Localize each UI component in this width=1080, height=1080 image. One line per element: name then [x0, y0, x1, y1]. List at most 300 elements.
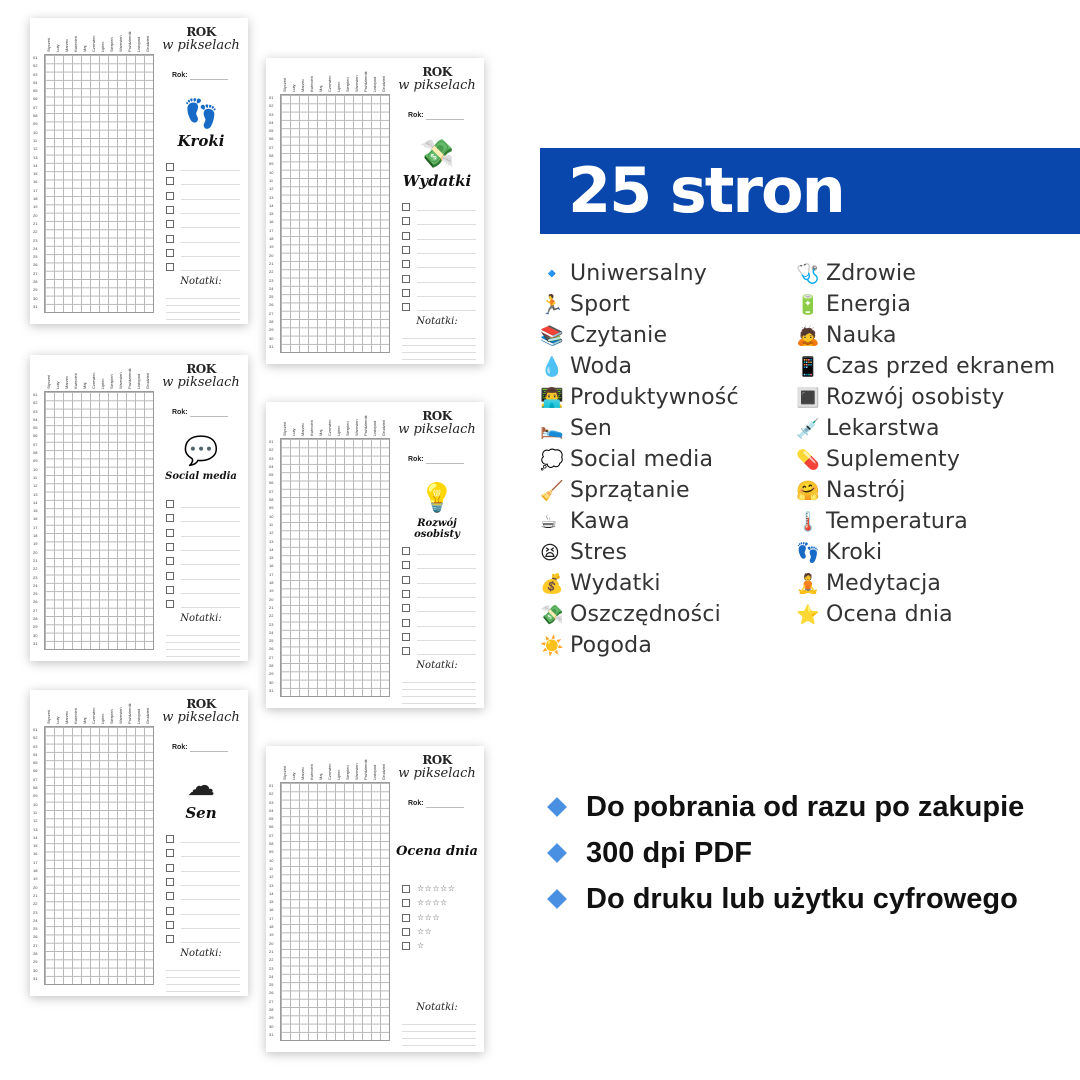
page-preview-wydatki [266, 58, 484, 364]
checkbox-row [166, 526, 240, 540]
diamond-icon [547, 889, 567, 909]
writing-line [417, 246, 476, 254]
day-label: 22 [33, 901, 38, 907]
day-numbers [33, 54, 43, 311]
checkbox-list [166, 497, 240, 611]
day-label: 02 [33, 400, 38, 406]
notes-line [166, 299, 240, 306]
tracker-item [540, 289, 739, 320]
checkbox-row [166, 246, 240, 260]
tracker-label: Produktywność [570, 385, 739, 410]
day-label: 19 [269, 932, 274, 938]
tracker-icon: 🛌 [540, 417, 564, 440]
month-label: Styczeń [46, 37, 51, 52]
pixel-grid [44, 726, 154, 985]
tracker-item [540, 320, 739, 351]
day-label: 07 [269, 488, 274, 494]
tracker-label: Sport [570, 292, 631, 317]
writing-line [181, 849, 240, 857]
notes-label: Notatki: [416, 660, 458, 671]
tracker-label: Zdrowie [826, 261, 917, 286]
title-line1: ROK [422, 753, 452, 767]
day-label: 31 [269, 1031, 274, 1037]
writing-line [417, 647, 476, 655]
rating-row [402, 939, 476, 953]
tracker-icon: 🌡️ [796, 510, 820, 533]
writing-line [181, 235, 240, 243]
notes-line [402, 690, 476, 697]
notes-line [166, 292, 240, 299]
day-label: 08 [33, 113, 38, 119]
tracker-item [540, 630, 739, 661]
tracker-label: Uniwersalny [570, 261, 707, 286]
tracker-icon: ⭐ [796, 603, 820, 626]
day-label: 14 [269, 202, 274, 208]
checkbox-row [166, 231, 240, 245]
tracker-icon: 💭 [540, 448, 564, 471]
day-label: 20 [269, 596, 274, 602]
writing-line [181, 935, 240, 943]
day-label: 14 [33, 834, 38, 840]
month-label: Czerwiec [327, 419, 332, 436]
writing-line [181, 907, 240, 915]
day-label: 29 [33, 287, 38, 293]
notes-line [402, 353, 476, 360]
month-label: Czerwiec [327, 75, 332, 92]
day-numbers [269, 94, 279, 351]
writing-line [181, 206, 240, 214]
title-line1: ROK [186, 362, 216, 376]
day-label: 04 [33, 79, 38, 85]
tracker-label: Suplementy [826, 447, 961, 472]
title-line1: ROK [186, 25, 216, 39]
year-line [190, 416, 228, 417]
page-title [396, 66, 478, 92]
tracker-item [796, 444, 1055, 475]
day-label: 19 [269, 588, 274, 594]
tracker-icon: 📚 [540, 324, 564, 347]
month-label: Kwiecień [73, 707, 78, 724]
stars-icon: ☆ [417, 941, 425, 951]
checkbox-row [402, 229, 476, 243]
checkbox-row [166, 497, 240, 511]
day-label: 14 [269, 890, 274, 896]
day-label: 28 [269, 319, 274, 325]
year-line [426, 463, 464, 464]
month-label: Sierpień [345, 765, 350, 780]
tracker-label: Sprzątanie [570, 478, 690, 503]
day-label: 16 [269, 907, 274, 913]
checkbox [166, 572, 174, 580]
checkbox [166, 206, 174, 214]
tracker-label: Lekarstwa [826, 416, 940, 441]
month-label: Listopad [136, 373, 141, 389]
day-label: 11 [269, 521, 274, 527]
notes-label: Notatki: [180, 948, 222, 959]
day-label: 07 [269, 832, 274, 838]
day-label: 26 [33, 599, 38, 605]
day-label: 13 [269, 194, 274, 200]
notes-line [402, 332, 476, 339]
month-label: Marzec [300, 422, 305, 436]
pages-count-banner [540, 148, 1080, 234]
checkbox [402, 547, 410, 555]
kroki-icon: 👣 [183, 97, 219, 130]
day-label: 07 [33, 776, 38, 782]
tracker-icon: 📱 [796, 355, 820, 378]
checkbox-row [166, 217, 240, 231]
month-label: Maj [82, 45, 87, 52]
feature-label: 300 dpi PDF [586, 836, 752, 869]
checkbox [402, 590, 410, 598]
tracker-icon: 🩺 [796, 262, 820, 285]
month-label: Marzec [300, 78, 305, 92]
day-label: 12 [33, 818, 38, 824]
day-label: 03 [33, 743, 38, 749]
day-label: 24 [33, 582, 38, 588]
checkbox [402, 561, 410, 569]
notes-line [166, 313, 240, 320]
checkbox-row [166, 597, 240, 611]
month-label: Wrzesień [118, 372, 123, 389]
tracker-item [796, 289, 1055, 320]
day-label: 27 [269, 654, 274, 660]
notes-line [166, 636, 240, 643]
writing-line [181, 249, 240, 257]
day-numbers [33, 391, 43, 648]
day-label: 25 [269, 638, 274, 644]
checkbox-row [402, 257, 476, 271]
day-label: 03 [269, 111, 274, 117]
topic-name: Rozwój osobisty [414, 518, 460, 540]
month-label: Maj [82, 382, 87, 389]
pixel-grid [44, 391, 154, 650]
checkbox [166, 543, 174, 551]
month-label: Grudzień [381, 763, 386, 780]
tracker-icon: 🔳 [796, 386, 820, 409]
day-label: 12 [33, 146, 38, 152]
writing-line [181, 543, 240, 551]
checkbox-row [166, 918, 240, 932]
month-label: Grudzień [381, 75, 386, 92]
page-title [160, 26, 242, 52]
tracker-label: Kawa [570, 509, 630, 534]
month-label: Kwiecień [309, 763, 314, 780]
notes-line [402, 683, 476, 690]
writing-line [181, 500, 240, 508]
checkbox-row [402, 200, 476, 214]
title-line2: w pikselach [398, 78, 476, 93]
day-label: 22 [33, 566, 38, 572]
tracker-icon: 💊 [796, 448, 820, 471]
checkbox [166, 907, 174, 915]
stars-icon: ☆☆ [417, 927, 433, 937]
tracker-item [540, 537, 739, 568]
month-label: Grudzień [145, 372, 150, 389]
day-label: 06 [269, 824, 274, 830]
month-label: Listopad [372, 420, 377, 436]
tracker-item [540, 258, 739, 289]
day-label: 22 [269, 613, 274, 619]
month-headers [280, 406, 388, 436]
notes-line [166, 643, 240, 650]
day-label: 06 [33, 768, 38, 774]
checkbox [402, 899, 410, 907]
month-label: Marzec [64, 710, 69, 724]
tracker-item [796, 475, 1055, 506]
checkbox-row [166, 540, 240, 554]
stars-icon: ☆☆☆☆☆ [417, 884, 456, 894]
title-line1: ROK [422, 409, 452, 423]
day-label: 01 [269, 95, 274, 100]
page-preview-ocena [266, 746, 484, 1052]
day-label: 17 [269, 227, 274, 233]
writing-line [181, 177, 240, 185]
checkbox-row [166, 568, 240, 582]
day-label: 03 [269, 455, 274, 461]
feature-item [544, 830, 1024, 876]
notes-lines [402, 332, 476, 360]
day-label: 19 [33, 204, 38, 210]
month-label: Kwiecień [73, 372, 78, 389]
year-label: Rok: [408, 456, 424, 463]
day-label: 24 [269, 973, 274, 979]
day-label: 16 [269, 219, 274, 225]
tracker-item [796, 537, 1055, 568]
day-label: 08 [33, 785, 38, 791]
checkbox-row [402, 558, 476, 572]
month-label: Luty [291, 772, 296, 780]
writing-line [417, 547, 476, 555]
features-list [544, 784, 1024, 922]
day-label: 23 [33, 237, 38, 243]
rating-row [402, 911, 476, 925]
tracker-icon: 😫 [540, 541, 560, 564]
stars-icon: ☆☆☆ [417, 912, 441, 922]
feature-label: Do druku lub użytku cyfrowego [586, 882, 1018, 915]
day-label: 04 [33, 416, 38, 422]
month-headers [280, 750, 388, 780]
checkbox [166, 235, 174, 243]
day-label: 11 [269, 865, 274, 871]
day-label: 25 [33, 591, 38, 597]
page-preview-sen [30, 690, 248, 996]
writing-line [181, 921, 240, 929]
month-label: Maj [318, 85, 323, 92]
day-label: 12 [33, 483, 38, 489]
day-label: 02 [269, 103, 274, 109]
month-headers [44, 694, 152, 724]
notes-line [166, 306, 240, 313]
rating-row [402, 925, 476, 939]
tracker-icon: 🙇 [796, 324, 820, 347]
writing-line [181, 529, 240, 537]
year-label: Rok: [408, 800, 424, 807]
writing-line [417, 633, 476, 641]
day-label: 08 [33, 450, 38, 456]
day-label: 13 [33, 826, 38, 832]
month-label: Maj [318, 773, 323, 780]
writing-line [181, 892, 240, 900]
month-label: Sierpień [345, 421, 350, 436]
month-label: Lipiec [336, 769, 341, 780]
writing-line [181, 835, 240, 843]
topic-name: Ocena dnia [396, 844, 478, 859]
day-label: 25 [33, 254, 38, 260]
year-label: Rok: [172, 72, 188, 79]
day-label: 09 [33, 793, 38, 799]
writing-line [181, 586, 240, 594]
day-label: 27 [269, 310, 274, 316]
day-label: 27 [269, 998, 274, 1004]
tracker-icon: 👨‍💻 [540, 386, 564, 409]
pixel-grid [280, 438, 390, 697]
day-label: 11 [33, 474, 38, 480]
title-line1: ROK [186, 697, 216, 711]
day-label: 05 [33, 425, 38, 431]
month-label: Grudzień [145, 35, 150, 52]
checkbox-row [166, 189, 240, 203]
day-label: 06 [33, 433, 38, 439]
writing-line [181, 514, 240, 522]
feature-item [544, 876, 1024, 922]
tracker-icon: 🏃 [540, 293, 564, 316]
checkbox [166, 177, 174, 185]
year-line [190, 79, 228, 80]
tracker-list-left [540, 258, 739, 661]
day-label: 20 [269, 252, 274, 258]
tracker-item [796, 258, 1055, 289]
tracker-label: Energia [826, 292, 911, 317]
day-label: 09 [33, 121, 38, 127]
day-label: 21 [269, 604, 274, 610]
day-label: 25 [269, 982, 274, 988]
day-label: 13 [269, 538, 274, 544]
tracker-item [540, 599, 739, 630]
tracker-label: Temperatura [826, 509, 968, 534]
month-label: Październik [363, 759, 368, 780]
day-label: 24 [269, 285, 274, 291]
day-label: 10 [33, 466, 38, 472]
topic-name: Social media [165, 471, 237, 482]
day-label: 05 [269, 128, 274, 134]
month-label: Kwiecień [73, 35, 78, 52]
day-label: 26 [269, 646, 274, 652]
month-label: Kwiecień [309, 419, 314, 436]
notes-line [402, 697, 476, 704]
year-label: Rok: [172, 409, 188, 416]
feature-label: Do pobrania od razu po zakupie [586, 790, 1025, 823]
month-label: Wrzesień [354, 419, 359, 436]
stars-icon: ☆☆☆☆ [417, 898, 448, 908]
day-label: 19 [33, 876, 38, 882]
checkbox-list [402, 200, 476, 314]
writing-line [181, 557, 240, 565]
month-label: Styczeń [282, 421, 287, 436]
day-label: 07 [33, 104, 38, 110]
day-label: 29 [269, 1015, 274, 1021]
tracker-icon: ☀️ [540, 634, 564, 657]
year-label: Rok: [172, 744, 188, 751]
month-label: Październik [127, 703, 132, 724]
tracker-item [796, 506, 1055, 537]
day-label: 31 [33, 640, 38, 646]
month-label: Wrzesień [354, 75, 359, 92]
day-label: 21 [33, 220, 38, 226]
day-label: 01 [33, 392, 38, 397]
topic-name: Wydatki [402, 172, 472, 190]
day-label: 29 [269, 327, 274, 333]
month-label: Lipiec [100, 378, 105, 389]
writing-line [417, 590, 476, 598]
day-label: 02 [33, 735, 38, 741]
topic-name: Sen [185, 804, 217, 822]
tracker-item [540, 568, 739, 599]
notes-lines [166, 964, 240, 992]
checkbox-row [166, 932, 240, 946]
day-label: 17 [269, 915, 274, 921]
day-label: 17 [33, 524, 38, 530]
checkbox-list [402, 882, 476, 953]
day-label: 28 [33, 951, 38, 957]
day-label: 21 [33, 557, 38, 563]
feature-item [544, 784, 1024, 830]
day-label: 16 [33, 851, 38, 857]
day-label: 13 [269, 882, 274, 888]
tracker-item [540, 413, 739, 444]
checkbox-row [402, 300, 476, 314]
month-label: Luty [55, 44, 60, 52]
notes-line [166, 650, 240, 657]
tracker-item [796, 351, 1055, 382]
tracker-item [796, 568, 1055, 599]
checkbox [402, 619, 410, 627]
checkbox [166, 849, 174, 857]
notes-lines [402, 676, 476, 704]
day-label: 17 [269, 571, 274, 577]
checkbox-row [402, 271, 476, 285]
month-label: Grudzień [381, 419, 386, 436]
checkbox-row [402, 644, 476, 658]
day-label: 04 [269, 119, 274, 125]
writing-line [417, 604, 476, 612]
day-label: 02 [269, 791, 274, 797]
writing-line [417, 561, 476, 569]
tracker-label: Kroki [826, 540, 883, 565]
checkbox [402, 203, 410, 211]
checkbox [402, 928, 410, 936]
tracker-item [540, 444, 739, 475]
day-label: 28 [269, 663, 274, 669]
day-label: 15 [269, 211, 274, 217]
month-label: Sierpień [345, 77, 350, 92]
tracker-label: Pogoda [570, 633, 653, 658]
checkbox-row [166, 875, 240, 889]
day-label: 01 [33, 55, 38, 60]
title-line1: ROK [422, 65, 452, 79]
day-label: 28 [33, 279, 38, 285]
month-label: Kwiecień [309, 75, 314, 92]
notes-line [402, 339, 476, 346]
day-label: 31 [33, 975, 38, 981]
checkbox [166, 192, 174, 200]
month-label: Czerwiec [327, 763, 332, 780]
day-label: 23 [33, 909, 38, 915]
writing-line [181, 263, 240, 271]
month-label: Czerwiec [91, 372, 96, 389]
checkbox-row [166, 583, 240, 597]
month-label: Lipiec [100, 41, 105, 52]
